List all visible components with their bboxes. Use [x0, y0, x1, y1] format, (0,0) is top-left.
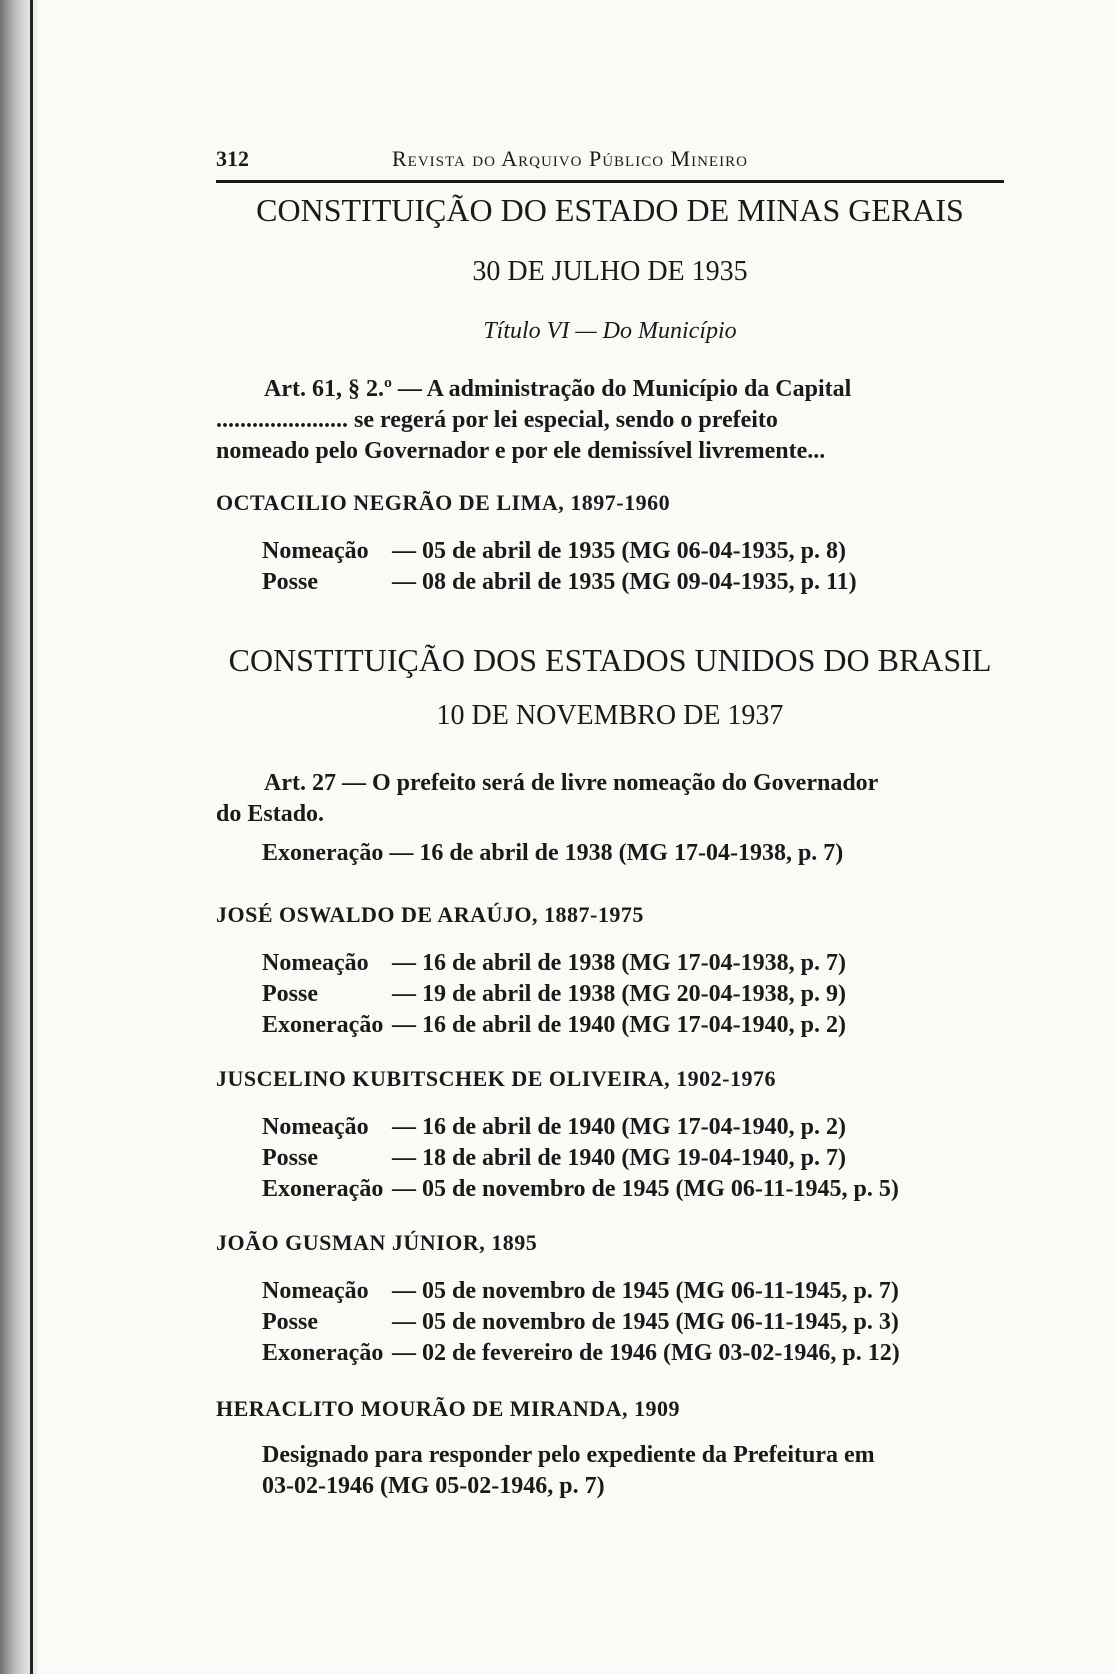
entry-value: — 16 de abril de 1940 (MG 17-04-1940, p. 2) [392, 1114, 846, 1140]
entry-label: Nomeação [262, 1114, 369, 1140]
entry-row [262, 1276, 1004, 1307]
entry-label: Posse [262, 981, 318, 1007]
note-line: Designado para responder pelo expediente da Prefeitura em [262, 1442, 875, 1468]
entry-row [262, 1010, 1004, 1041]
section1-subtitle: Título VI — Do Município [483, 318, 737, 344]
entry-value: — 18 de abril de 1940 (MG 19-04-1940, p. 7) [392, 1145, 846, 1171]
entry-row [262, 567, 1004, 598]
article-line: ...................... se regerá por lei especial, sendo o prefeito [216, 407, 778, 433]
section1-date: 30 DE JULHO DE 1935 [472, 256, 748, 287]
entry-value: — 16 de abril de 1938 (MG 17-04-1938, p. 7) [392, 950, 846, 976]
entry-row [262, 979, 1004, 1010]
article-line: Art. 27 — O prefeito será de livre nomeação do Governador [264, 770, 879, 796]
section2-date: 10 DE NOVEMBRO DE 1937 [436, 700, 784, 731]
person-name: OCTACILIO NEGRÃO DE LIMA, 1897-1960 [216, 490, 671, 515]
entry-row [262, 1174, 1004, 1205]
entry-value: — 05 de novembro de 1945 (MG 06-11-1945, p. 7) [392, 1278, 899, 1304]
section2-exoneracao: Exoneração — 16 de abril de 1938 (MG 17-04-1938, p. 7) [262, 840, 844, 866]
person-note [262, 1440, 1004, 1502]
entry-label: Nomeação [262, 538, 369, 564]
entry-value: — 05 de novembro de 1945 (MG 06-11-1945, p. 5) [392, 1176, 899, 1202]
entry-label: Exoneração [262, 1176, 384, 1202]
entry-row [262, 1112, 1004, 1143]
person-name: JOSÉ OSWALDO DE ARAÚJO, 1887-1975 [216, 902, 644, 927]
entry-label: Nomeação [262, 950, 369, 976]
binding-line [30, 0, 33, 1674]
section1-title: CONSTITUIÇÃO DO ESTADO DE MINAS GERAIS [256, 192, 964, 228]
entry-value: — 02 de fevereiro de 1946 (MG 03-02-1946, p. 12) [392, 1340, 900, 1366]
entry-row [262, 536, 1004, 567]
person-entries [262, 948, 1004, 1041]
person-entries [262, 1276, 1004, 1369]
entry-label: Posse [262, 1145, 318, 1171]
entry-label: Exoneração [262, 1012, 384, 1038]
entry-row [262, 1307, 1004, 1338]
entry-value: — 05 de abril de 1935 (MG 06-04-1935, p. 8) [392, 538, 846, 564]
entry-label: Exoneração [262, 1340, 384, 1366]
entry-row [262, 1143, 1004, 1174]
article-line: nomeado pelo Governador e por ele demissível livremente... [216, 438, 826, 464]
entry-row [262, 948, 1004, 979]
person-name: JUSCELINO KUBITSCHEK DE OLIVEIRA, 1902-1976 [216, 1066, 776, 1091]
entry-label: Nomeação [262, 1278, 369, 1304]
person-name: HERACLITO MOURÃO DE MIRANDA, 1909 [216, 1396, 681, 1421]
person-entries [262, 1112, 1004, 1205]
section2-article [216, 768, 1004, 830]
entry-row [262, 1338, 1004, 1369]
entry-value: — 05 de novembro de 1945 (MG 06-11-1945, p. 3) [392, 1309, 899, 1335]
person-entries [262, 536, 1004, 598]
article-line: do Estado. [216, 801, 325, 827]
running-title: Revista do Arquivo Público Mineiro [392, 146, 748, 171]
entry-value: — 16 de abril de 1940 (MG 17-04-1940, p. 2) [392, 1012, 846, 1038]
person-name: JOÃO GUSMAN JÚNIOR, 1895 [216, 1230, 538, 1255]
section1-article [216, 374, 1004, 467]
page-number: 312 [216, 146, 249, 171]
section2-title: CONSTITUIÇÃO DOS ESTADOS UNIDOS DO BRASIL [228, 642, 992, 678]
page-header [216, 138, 1004, 183]
article-line: Art. 61, § 2.º — A administração do Município da Capital [264, 376, 852, 402]
entry-label: Posse [262, 569, 318, 595]
note-line: 03-02-1946 (MG 05-02-1946, p. 7) [262, 1473, 605, 1499]
entry-label: Posse [262, 1309, 318, 1335]
entry-value: — 08 de abril de 1935 (MG 09-04-1935, p. 11) [392, 569, 857, 595]
entry-value: — 19 de abril de 1938 (MG 20-04-1938, p. 9) [392, 981, 846, 1007]
